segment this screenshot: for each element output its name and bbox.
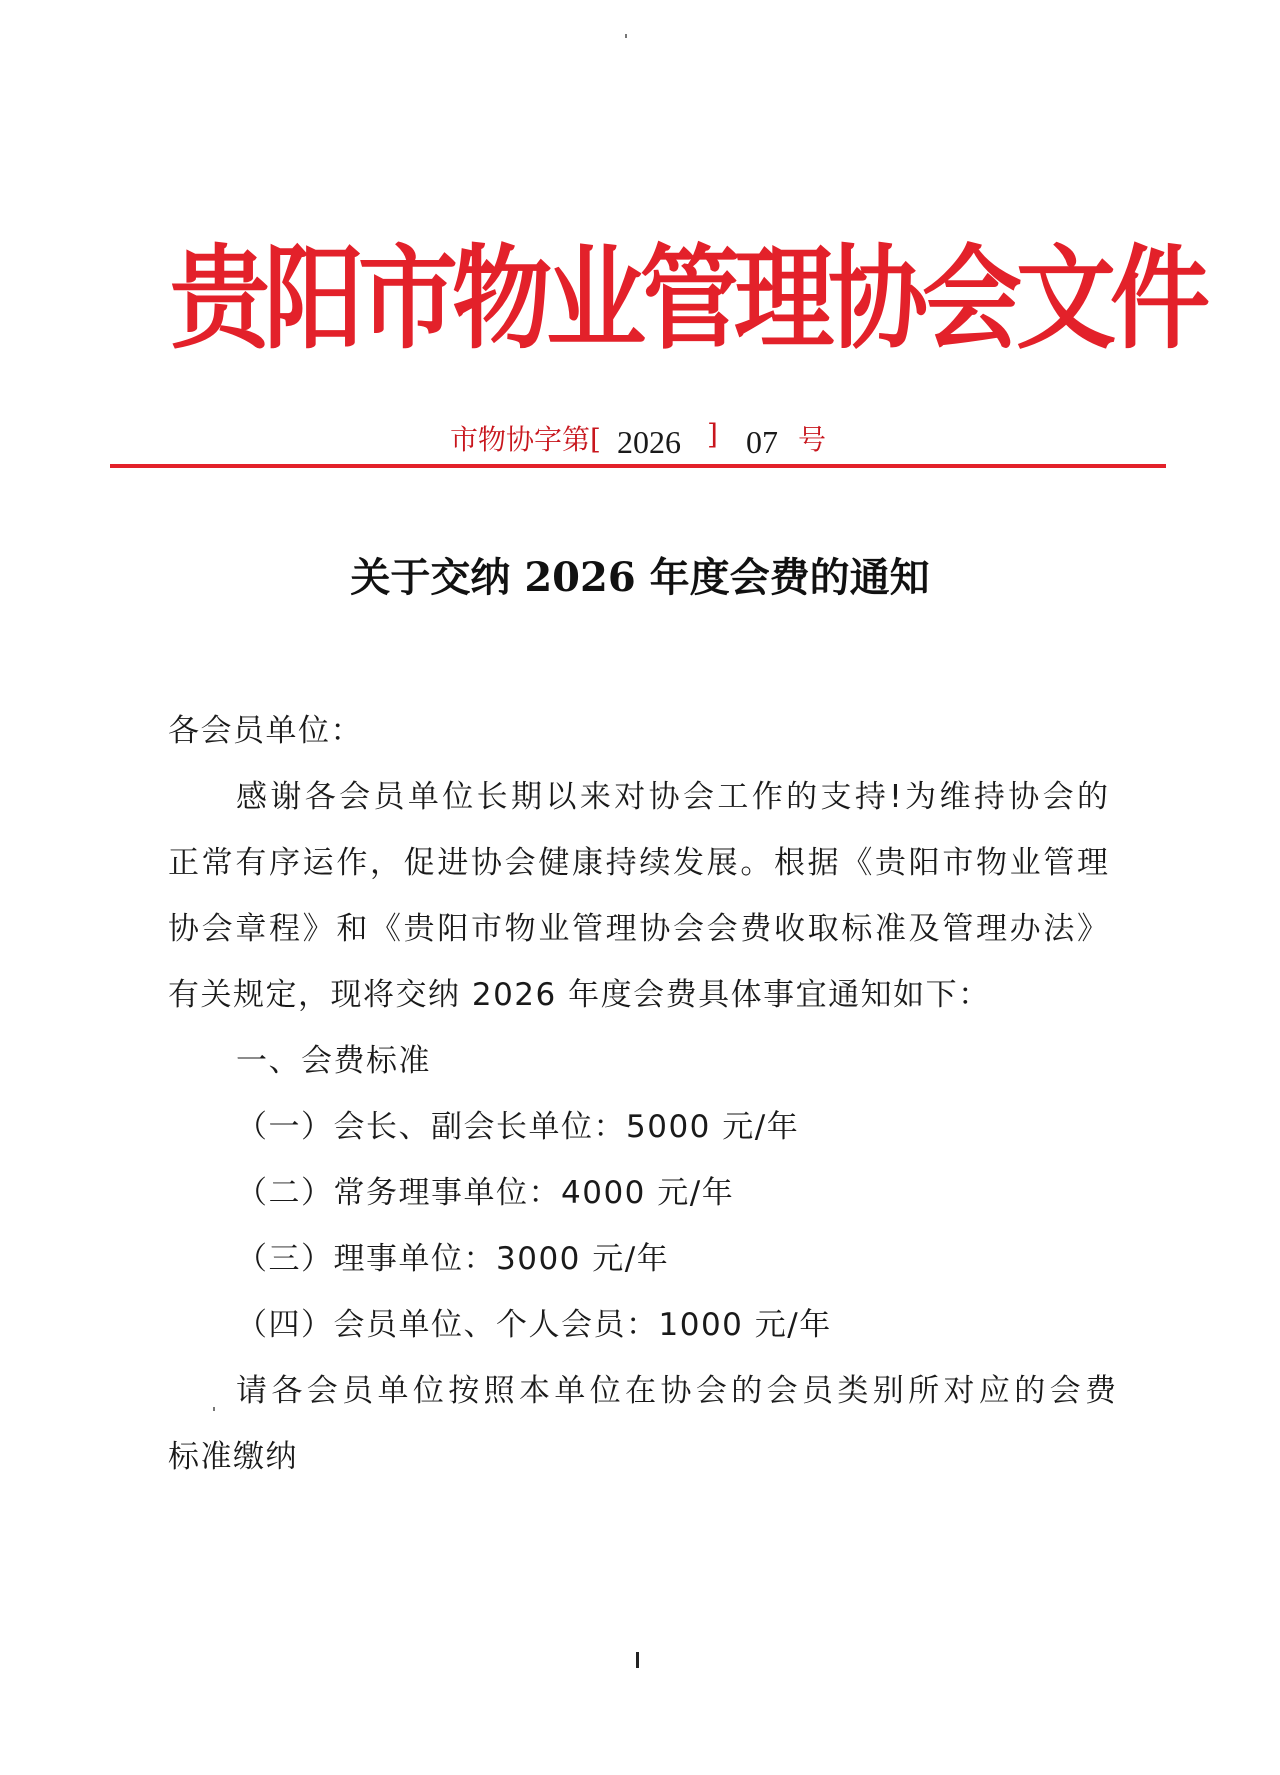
notice-title: 关于交纳 2026 年度会费的通知 [350,554,930,601]
doc-number-year: 2026 [617,424,681,460]
paragraph-1-line: 有关规定，现将交纳 2026 年度会费具体事宜通知如下： [168,977,991,1013]
scan-speck [625,34,627,38]
fee-item: （三）理事单位：3000 元/年 [236,1241,670,1277]
doc-number-value: 07 [746,424,778,460]
paragraph-1-line: 感谢各会员单位长期以来对协会工作的支持!为维持协会的 [236,779,1108,815]
paragraph-2-line: 标准缴纳 [168,1439,298,1475]
doc-number-close-bracket: ] [707,418,718,451]
paragraph-1-line: 协会章程》和《贵阳市物业管理协会会费收取标准及管理办法》 [168,911,1108,947]
fee-item: （一）会长、副会长单位：5000 元/年 [236,1109,800,1145]
issuer-header-title: 贵阳市物业管理协会文件 [170,233,1204,365]
doc-number-prefix: 市物协字第[ [450,423,601,456]
document-number [0,418,1280,468]
paragraph-2-line: 请各会员单位按照本单位在协会的会员类别所对应的会费 [236,1373,1116,1409]
paragraph-1-line: 正常有序运作，促进协会健康持续发展。根据《贵阳市物业管理 [168,845,1108,881]
page-footer-mark [636,1652,639,1668]
doc-number-suffix: 号 [798,423,827,456]
fee-item: （二）常务理事单位：4000 元/年 [236,1175,735,1211]
scan-speck [213,1407,215,1411]
section-heading-fee-standard: 一、会费标准 [236,1043,431,1079]
red-divider-line [110,464,1166,468]
salutation: 各会员单位： [168,713,363,749]
fee-item: （四）会员单位、个人会员：1000 元/年 [236,1307,832,1343]
